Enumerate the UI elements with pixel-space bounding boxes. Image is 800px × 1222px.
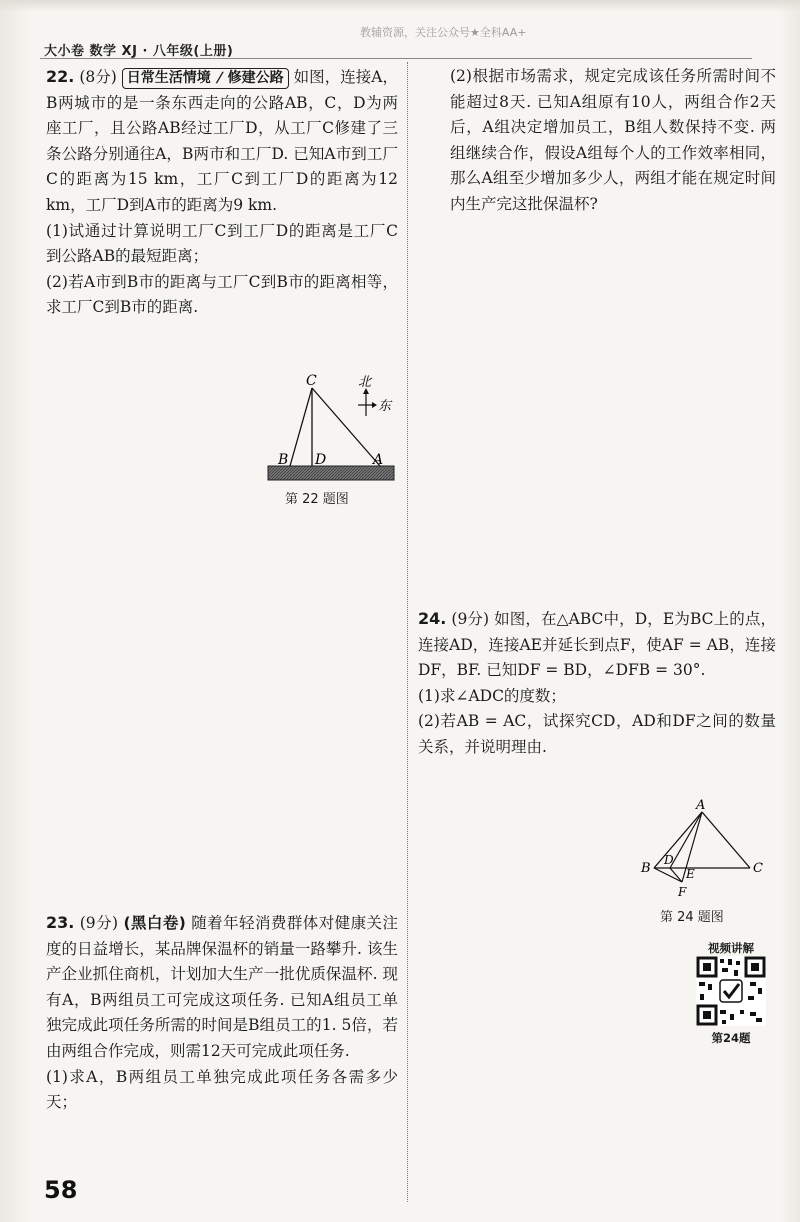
question-part-2: (2)若AB = AC，试探究CD，AD和DF之间的数量关系，并说明理由. bbox=[418, 712, 776, 756]
segment-ac bbox=[702, 812, 750, 868]
context-tag-secondary: 修建公路 bbox=[227, 70, 284, 86]
road-ab bbox=[268, 466, 394, 480]
tag-separator: / bbox=[214, 70, 225, 86]
watermark: 教辅资源，关注公众号★全科AA+ bbox=[360, 26, 527, 39]
compass-east-arrow bbox=[372, 402, 377, 408]
label-e: E bbox=[686, 867, 695, 881]
label-f: F bbox=[678, 885, 687, 899]
page-header-title: 大小卷 数学 XJ · 八年级(上册) bbox=[44, 44, 234, 59]
question-23-continued bbox=[450, 64, 776, 218]
question-score: (8分) bbox=[79, 68, 117, 86]
figure-22-diagram bbox=[262, 372, 402, 484]
page-edge bbox=[0, 0, 800, 12]
figure-22 bbox=[262, 372, 402, 488]
figure-22-caption: 第 22 题图 bbox=[285, 492, 349, 507]
question-stem: 如图，连接A，B两城市的是一条东西走向的公路AB，C，D为两座工厂，且公路AB经过工厂D，从工厂C修建了三条公路分别通往A，B两市和工厂D. 已知A市到工厂C的距离为15 km，工厂C到工厂D的距离为12 km，工厂D到A市的距离为9 km. bbox=[46, 68, 398, 214]
segment-ab bbox=[654, 812, 702, 868]
label-a: A bbox=[696, 798, 706, 813]
video-qr-block[interactable] bbox=[686, 940, 776, 1046]
question-22 bbox=[46, 64, 398, 321]
source-tag: (黑白卷) bbox=[123, 914, 186, 932]
question-number: 22. bbox=[46, 67, 75, 86]
label-a: A bbox=[373, 452, 384, 468]
question-part-1: (1)求∠ADC的度数； bbox=[418, 686, 566, 705]
page-number: 58 bbox=[44, 1176, 78, 1204]
label-c: C bbox=[753, 861, 763, 876]
label-c: C bbox=[306, 373, 317, 389]
question-stem: 随着年轻消费群体对健康关注度的日益增长，某品牌保温杯的销量一路攀升. 该生产企业抓住商机，计划加大生产一批优质保温杯. 现有A，B两组员工可完成这项任务. 已知A组员工单独完成此项任务所需的时间是B组员工的1. 5倍，若由两组合作完成，则需12天可完成此项任务. bbox=[46, 914, 398, 1060]
compass-north-label: 北 bbox=[358, 375, 372, 390]
qr-label: 视频讲解 bbox=[708, 941, 754, 955]
qr-caption: 第24题 bbox=[711, 1031, 751, 1045]
compass-east-label: 东 bbox=[378, 399, 392, 414]
context-tag bbox=[122, 68, 289, 89]
label-b: B bbox=[278, 452, 289, 468]
segment-cb bbox=[290, 388, 312, 466]
label-d: D bbox=[664, 853, 674, 867]
label-b: B bbox=[641, 861, 651, 876]
label-d: D bbox=[315, 452, 327, 468]
figure-24 bbox=[638, 798, 768, 906]
question-stem: 如图，在△ABC中，D，E为BC上的点，连接AD，连接AE并延长到点F，使AF = AB，连接DF，BF. 已知DF = BD，∠DFB = 30°. bbox=[418, 610, 776, 680]
question-number: 23. bbox=[46, 913, 75, 932]
question-number: 24. bbox=[418, 609, 447, 628]
question-score: (9分) bbox=[451, 610, 490, 628]
figure-24-diagram bbox=[638, 798, 768, 902]
question-24 bbox=[418, 606, 776, 761]
segment-ad bbox=[670, 812, 702, 868]
question-part-1: (1)试通过计算说明工厂C到工厂D的距离是工厂C到公路AB的最短距离； bbox=[46, 221, 398, 266]
question-part-2: (2)根据市场需求，规定完成该任务所需时间不能超过8天. 已知A组原有10人，两组合作2天后，A组决定增加员工，B组人数保持不变. 两组继续合作，假设A组每个人的工作效率相同，那么A组至少增加多少人，两组才能在规定时间内生产完这批保温杯? bbox=[450, 67, 776, 213]
figure-24-caption: 第 24 题图 bbox=[660, 910, 724, 925]
header-rule bbox=[40, 58, 752, 59]
context-tag-primary: 日常生活情境 bbox=[126, 70, 211, 86]
question-score: (9分) bbox=[79, 914, 119, 932]
segment-df bbox=[670, 868, 682, 882]
question-part-1: (1)求A，B两组员工单独完成此项任务各需多少天； bbox=[46, 1067, 398, 1112]
question-23 bbox=[46, 910, 398, 1116]
column-divider bbox=[407, 62, 408, 1202]
question-part-2: (2)若A市到B市的距离与工厂C到B市的距离相等，求工厂C到B市的距离. bbox=[46, 272, 398, 317]
qr-code-icon[interactable] bbox=[696, 956, 766, 1026]
segment-bf bbox=[654, 868, 682, 882]
